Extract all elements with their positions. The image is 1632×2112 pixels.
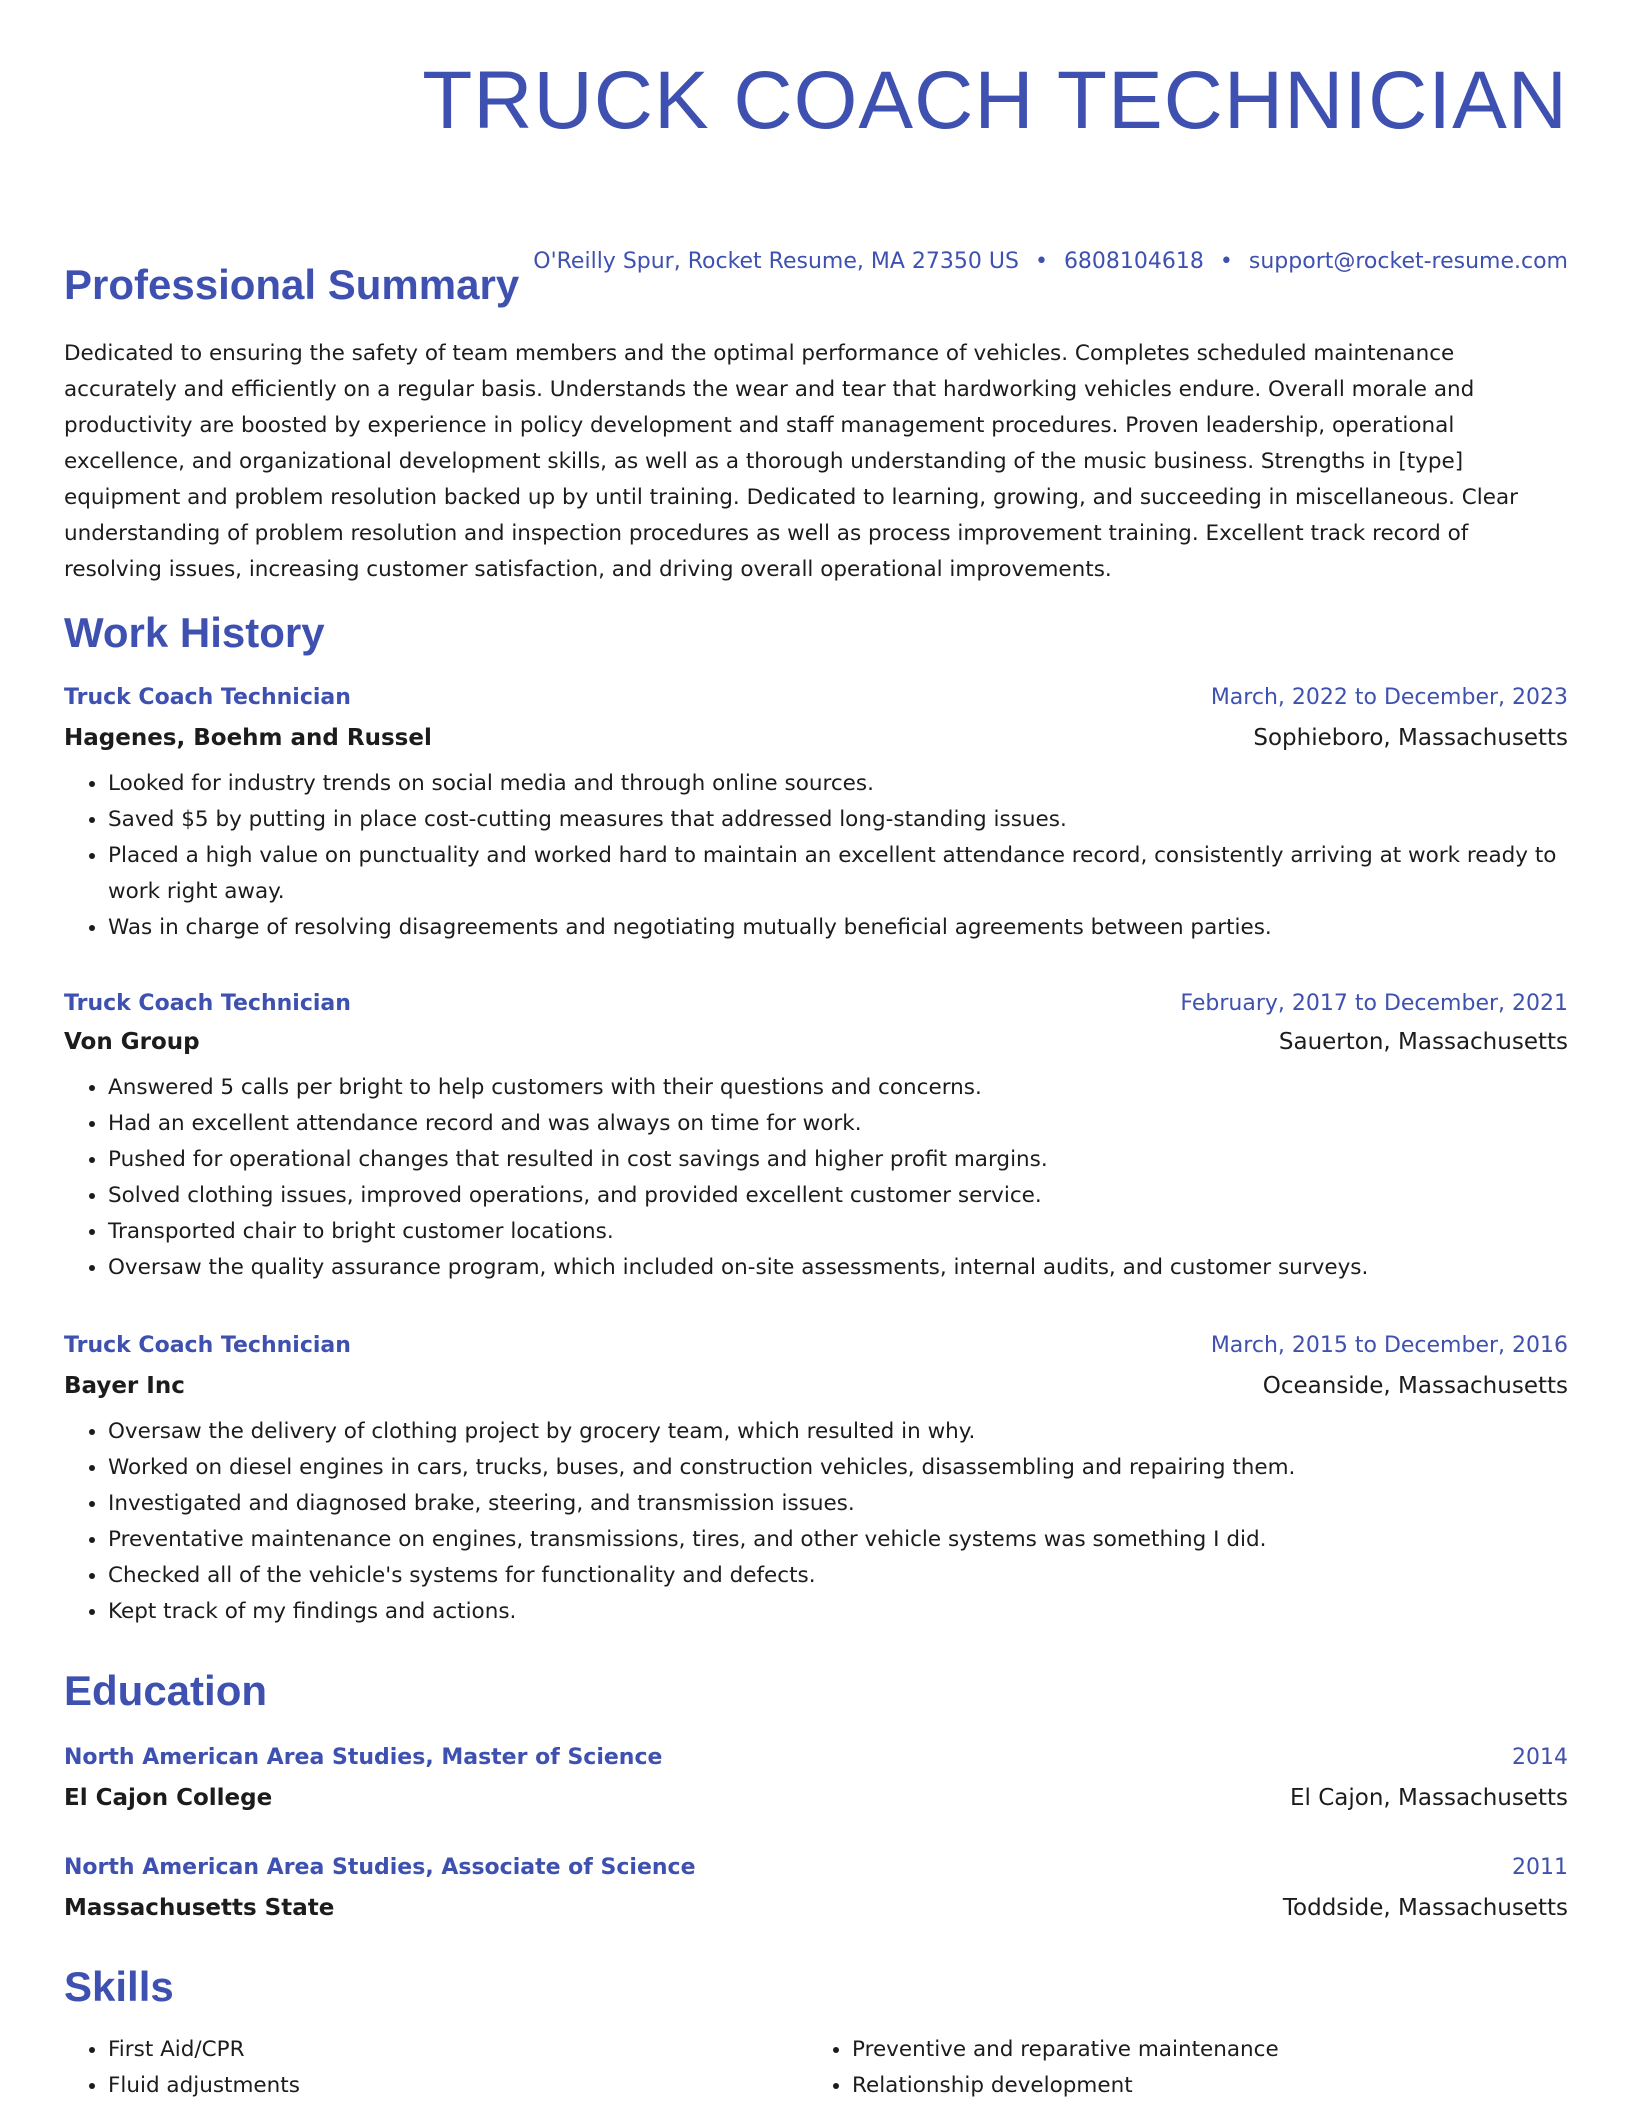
education-heading: Education <box>64 1667 268 1714</box>
job-bullet: • Was in charge of resolving disagreements and negotiating mutually beneficial agreements between parties. <box>108 910 1568 946</box>
school-name: El Cajon College <box>64 1785 273 1811</box>
job-dates: February, 2017 to December, 2021 <box>1180 991 1568 1016</box>
job-dates: March, 2015 to December, 2016 <box>1210 1333 1568 1358</box>
contact-separator: • <box>1034 249 1048 274</box>
job-title: Truck Coach Technician <box>64 1333 351 1358</box>
job-bullet: • Preventative maintenance on engines, transmissions, tires, and other vehicle systems was something I did. <box>108 1522 1568 1558</box>
summary-heading: Professional Summary <box>64 261 520 308</box>
job-bullet: • Solved clothing issues, improved operations, and provided excellent customer service. <box>108 1178 1568 1214</box>
skills-columns <box>64 2032 1568 2104</box>
job-entry <box>64 984 1568 1286</box>
skill-item: • Preventive and reparative maintenance <box>852 2032 1552 2068</box>
contact-address: O'Reilly Spur, Rocket Resume, MA 27350 US <box>533 249 1019 274</box>
skills-heading: Skills <box>64 1963 174 2010</box>
job-bullet: • Looked for industry trends on social media and through online sources. <box>108 766 1568 802</box>
job-title: Truck Coach Technician <box>64 685 351 710</box>
job-bullet: • Worked on diesel engines in cars, trucks, buses, and construction vehicles, disassembling and repairing them. <box>108 1450 1568 1486</box>
job-bullet: • Investigated and diagnosed brake, steering, and transmission issues. <box>108 1486 1568 1522</box>
job-bullet: • Answered 5 calls per bright to help customers with their questions and concerns. <box>108 1070 1568 1106</box>
school-location: Toddside, Massachusetts <box>1282 1895 1568 1921</box>
contact-separator: • <box>1219 249 1233 274</box>
job-bullets <box>64 1414 1568 1630</box>
job-bullet: • Pushed for operational changes that resulted in cost savings and higher profit margins. <box>108 1142 1568 1178</box>
contact-phone: 6808104618 <box>1063 249 1204 274</box>
job-bullet: • Checked all of the vehicle's systems for functionality and defects. <box>108 1558 1568 1594</box>
school-location: El Cajon, Massachusetts <box>1290 1785 1568 1811</box>
job-entry <box>64 1326 1568 1630</box>
work-history-heading: Work History <box>64 609 325 656</box>
graduation-year: 2011 <box>1512 1855 1568 1880</box>
resume-page <box>64 0 1568 2098</box>
skill-item: • First Aid/CPR <box>108 2032 808 2068</box>
skill-item: • Fluid adjustments <box>108 2068 808 2104</box>
job-entry <box>64 678 1568 946</box>
job-bullet: • Oversaw the quality assurance program, which included on-site assessments, internal audits, and customer surveys. <box>108 1250 1568 1286</box>
contact-email: support@rocket-resume.com <box>1248 249 1568 274</box>
job-dates: March, 2022 to December, 2023 <box>1210 685 1568 710</box>
education-entry <box>64 1738 1568 1818</box>
job-bullet: • Placed a high value on punctuality and worked hard to maintain an excellent attendance record, consistently arriving at work ready to work right away. <box>108 838 1568 910</box>
graduation-year: 2014 <box>1512 1745 1568 1770</box>
job-location: Sophieboro, Massachusetts <box>1253 725 1568 751</box>
job-bullets <box>64 1070 1568 1286</box>
candidate-name: TRUCK COACH TECHNICIAN <box>422 55 1568 146</box>
job-location: Oceanside, Massachusetts <box>1262 1373 1568 1399</box>
job-location: Sauerton, Massachusetts <box>1278 1029 1568 1055</box>
job-bullet: • Had an excellent attendance record and was always on time for work. <box>108 1106 1568 1142</box>
job-bullet: • Oversaw the delivery of clothing project by grocery team, which resulted in why. <box>108 1414 1568 1450</box>
job-bullet: • Saved $5 by putting in place cost-cutting measures that addressed long-standing issues. <box>108 802 1568 838</box>
school-name: Massachusetts State <box>64 1895 335 1921</box>
degree: North American Area Studies, Master of Science <box>64 1745 663 1770</box>
job-company: Bayer Inc <box>64 1373 185 1399</box>
skills-list-right <box>808 2032 1552 2104</box>
skills-list-left <box>64 2032 808 2104</box>
resume-header <box>64 0 1568 274</box>
job-title: Truck Coach Technician <box>64 991 351 1016</box>
skill-item: • Relationship development <box>852 2068 1552 2104</box>
job-bullet: • Transported chair to bright customer locations. <box>108 1214 1568 1250</box>
job-company: Von Group <box>64 1029 200 1055</box>
job-bullets <box>64 766 1568 946</box>
job-company: Hagenes, Boehm and Russel <box>64 725 432 751</box>
contact-line <box>533 248 1568 276</box>
summary-text: Dedicated to ensuring the safety of team members and the optimal performance of vehicles. Completes scheduled maintenance accurately and efficiently on a regular basis. Understands the wear and tear that hardworking vehicles endure. Overall morale and productivity are boosted by experience in policy development and staff management procedures. Proven leadership, operational excellence, and organizational development skills, as well as a thorough understanding of the music business. Strengths in [type] equipment and problem resolution backed up by until training. Dedicated to learning, growing, and succeeding in miscellaneous. Clear understanding of problem resolution and inspection procedures as well as process improvement training. Excellent track record of resolving issues, increasing customer satisfaction, and driving overall operational improvements. <box>64 341 1519 582</box>
job-bullet: • Kept track of my findings and actions. <box>108 1594 1568 1630</box>
degree: North American Area Studies, Associate of Science <box>64 1855 696 1880</box>
education-entry <box>64 1848 1568 1928</box>
